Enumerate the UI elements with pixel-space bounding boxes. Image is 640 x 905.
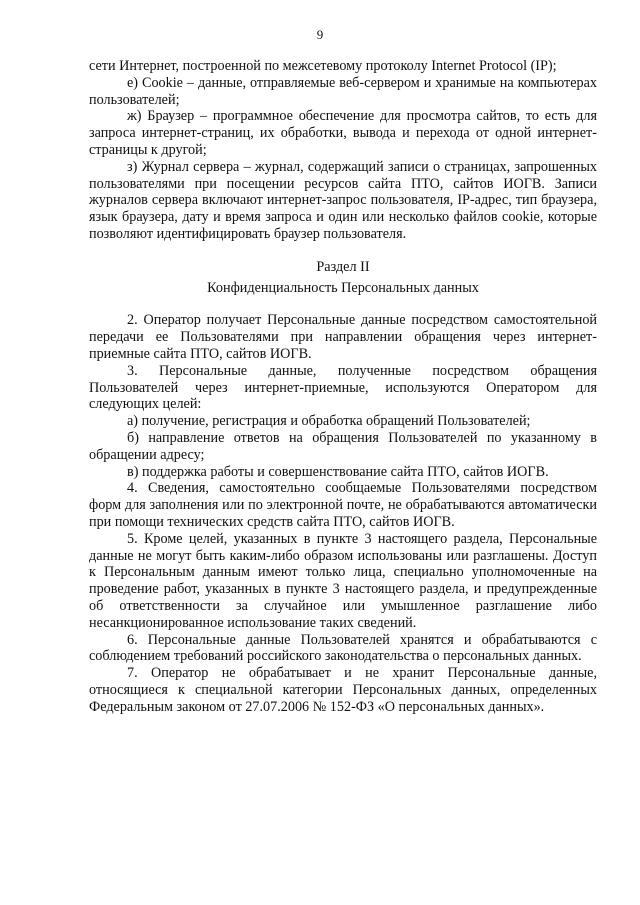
page-number: 9 <box>316 27 324 42</box>
spacer <box>89 243 597 259</box>
paragraph-body-2: а) получение, регистрация и обработка обращений Пользователей; <box>127 413 531 430</box>
paragraph-body-7: 6. Персональные данные Пользователей хранятся и обрабатываются с соблюдением требований российского законодательства о персональных данных. <box>89 631 597 665</box>
paragraph-body-5: 4. Сведения, самостоятельно сообщаемые Пользователями посредством форм для заполнения или по электронной почте, не обрабатываются автоматически при помощи технических средств сайта ПТО, сайтов ИОГВ. <box>89 480 597 530</box>
paragraph-body-8: 7. Оператор не обрабатывает и не хранит Персональные данные, относящиеся к специальной категории Персональных данных, определенных Федеральным законом от 27.07.2006 № 152-ФЗ «О персональных данных». <box>89 665 597 715</box>
paragraph-body-3: б) направление ответов на обращения Пользователей по указанному в обращении адресу; <box>89 429 597 463</box>
paragraph-top-3: з) Журнал сервера – журнал, содержащий записи о страницах, запрошенных пользователями при посещении ресурсов сайта ПТО, сайтов ИОГВ. Записи журналов сервера включают интернет-запрос пользователя, IP-адрес, тип браузера, язык браузера, дату и время запроса и один или несколько файлов cookie, которые позволяют идентифицировать браузер пользователя. <box>89 158 597 242</box>
paragraph-body-1: 3. Персональные данные, полученные посредством обращения Пользователей через интернет-приемные, используются Оператором для следующих целей: <box>89 362 597 413</box>
paragraph-top-2: ж) Браузер – программное обеспечение для просмотра сайтов, то есть для запроса интернет-страниц, их обработки, вывода и перехода от одной интернет-страницы к другой; <box>89 108 597 158</box>
paragraph-body-0: 2. Оператор получает Персональные данные посредством самостоятельной передачи ее Пользователями при направлении обращения через интернет-приемные сайта ПТО, сайтов ИОГВ. <box>89 312 597 362</box>
section-label: Раздел II <box>316 258 370 275</box>
paragraph-body-6: 5. Кроме целей, указанных в пункте 3 настоящего раздела, Персональные данные не могут быть каким-либо образом использованы или разглашены. Доступ к Персональным данным имеют только лица, специально уполномоченные на проведение работ, указанных в пункте 3 настоящего раздела, и предупрежденные об ответственности за случайное или умышленное разглашение либо несанкционированное использование таких сведений. <box>89 530 597 631</box>
paragraph-body-4: в) поддержка работы и совершенствование сайта ПТО, сайтов ИОГВ. <box>127 463 549 480</box>
paragraph-top-1: е) Cookie – данные, отправляемые веб-сервером и хранимые на компьютерах пользователей; <box>89 74 597 108</box>
paragraph-top-0: сети Интернет, построенной по межсетевому протоколу Internet Protocol (IP); <box>89 58 557 74</box>
section-title: Конфиденциальность Персональных данных <box>207 279 479 296</box>
document-body <box>89 58 597 715</box>
spacer <box>89 296 597 312</box>
